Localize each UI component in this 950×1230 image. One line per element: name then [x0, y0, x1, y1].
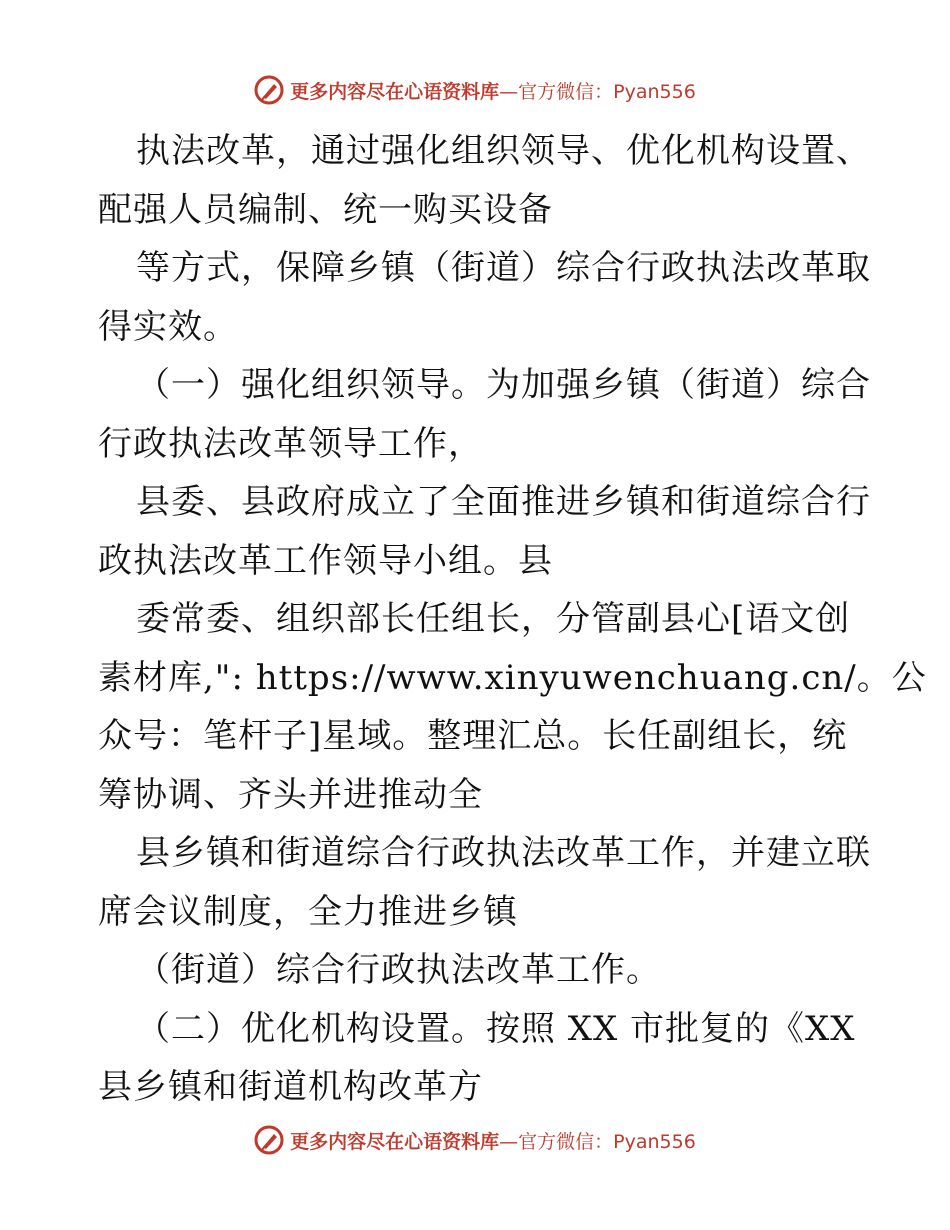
header-watermark-contact: —官方微信：Pyan556: [499, 80, 696, 103]
doc-line-9: 委常委、组织部长任组长，分管副县心[语文创: [136, 599, 851, 639]
doc-line-12: 筹协调、齐头并进推动全: [98, 774, 483, 815]
doc-line-8: 政执法改革工作领导小组。县: [98, 540, 553, 581]
doc-line-10: 素材库,": https://www.xinyuwenchuang.cn/。公: [98, 657, 927, 698]
footer-watermark: [0, 1122, 950, 1158]
doc-line-6: 行政执法改革领导工作，: [98, 423, 483, 464]
doc-line-7: 县委、县政府成立了全面推进乡镇和街道综合行: [136, 482, 871, 522]
quill-pen-in-circle-icon: [254, 1125, 284, 1155]
doc-line-2: 配强人员编制、统一购买设备: [98, 189, 553, 230]
footer-watermark-text: [290, 1127, 696, 1154]
doc-line-15: （街道）综合行政执法改革工作。: [136, 950, 661, 990]
header-watermark-title: 更多内容尽在心语资料库: [290, 80, 500, 103]
footer-watermark-title: 更多内容尽在心语资料库: [290, 1130, 500, 1153]
doc-line-4: 得实效。: [98, 306, 238, 347]
document-body: [98, 122, 927, 1117]
doc-line-14: 席会议制度，全力推进乡镇: [98, 891, 518, 932]
header-watermark: [0, 72, 950, 108]
doc-line-11: 众号：笔杆子]星域。整理汇总。长任副组长，统: [98, 716, 848, 756]
doc-line-3: 等方式，保障乡镇（街道）综合行政执法改革取: [136, 248, 871, 288]
doc-line-1: 执法改革，通过强化组织领导、优化机构设置、: [136, 131, 871, 171]
doc-line-16: （二）优化机构设置。按照 XX 市批复的《XX: [136, 1008, 856, 1049]
header-watermark-text: [290, 77, 696, 104]
quill-pen-in-circle-icon: [254, 75, 284, 105]
footer-watermark-contact: —官方微信：Pyan556: [499, 1130, 696, 1153]
doc-line-13: 县乡镇和街道综合行政执法改革工作，并建立联: [136, 833, 871, 873]
doc-line-5: （一）强化组织领导。为加强乡镇（街道）综合: [136, 365, 871, 405]
doc-line-17: 县乡镇和街道机构改革方: [98, 1067, 483, 1107]
